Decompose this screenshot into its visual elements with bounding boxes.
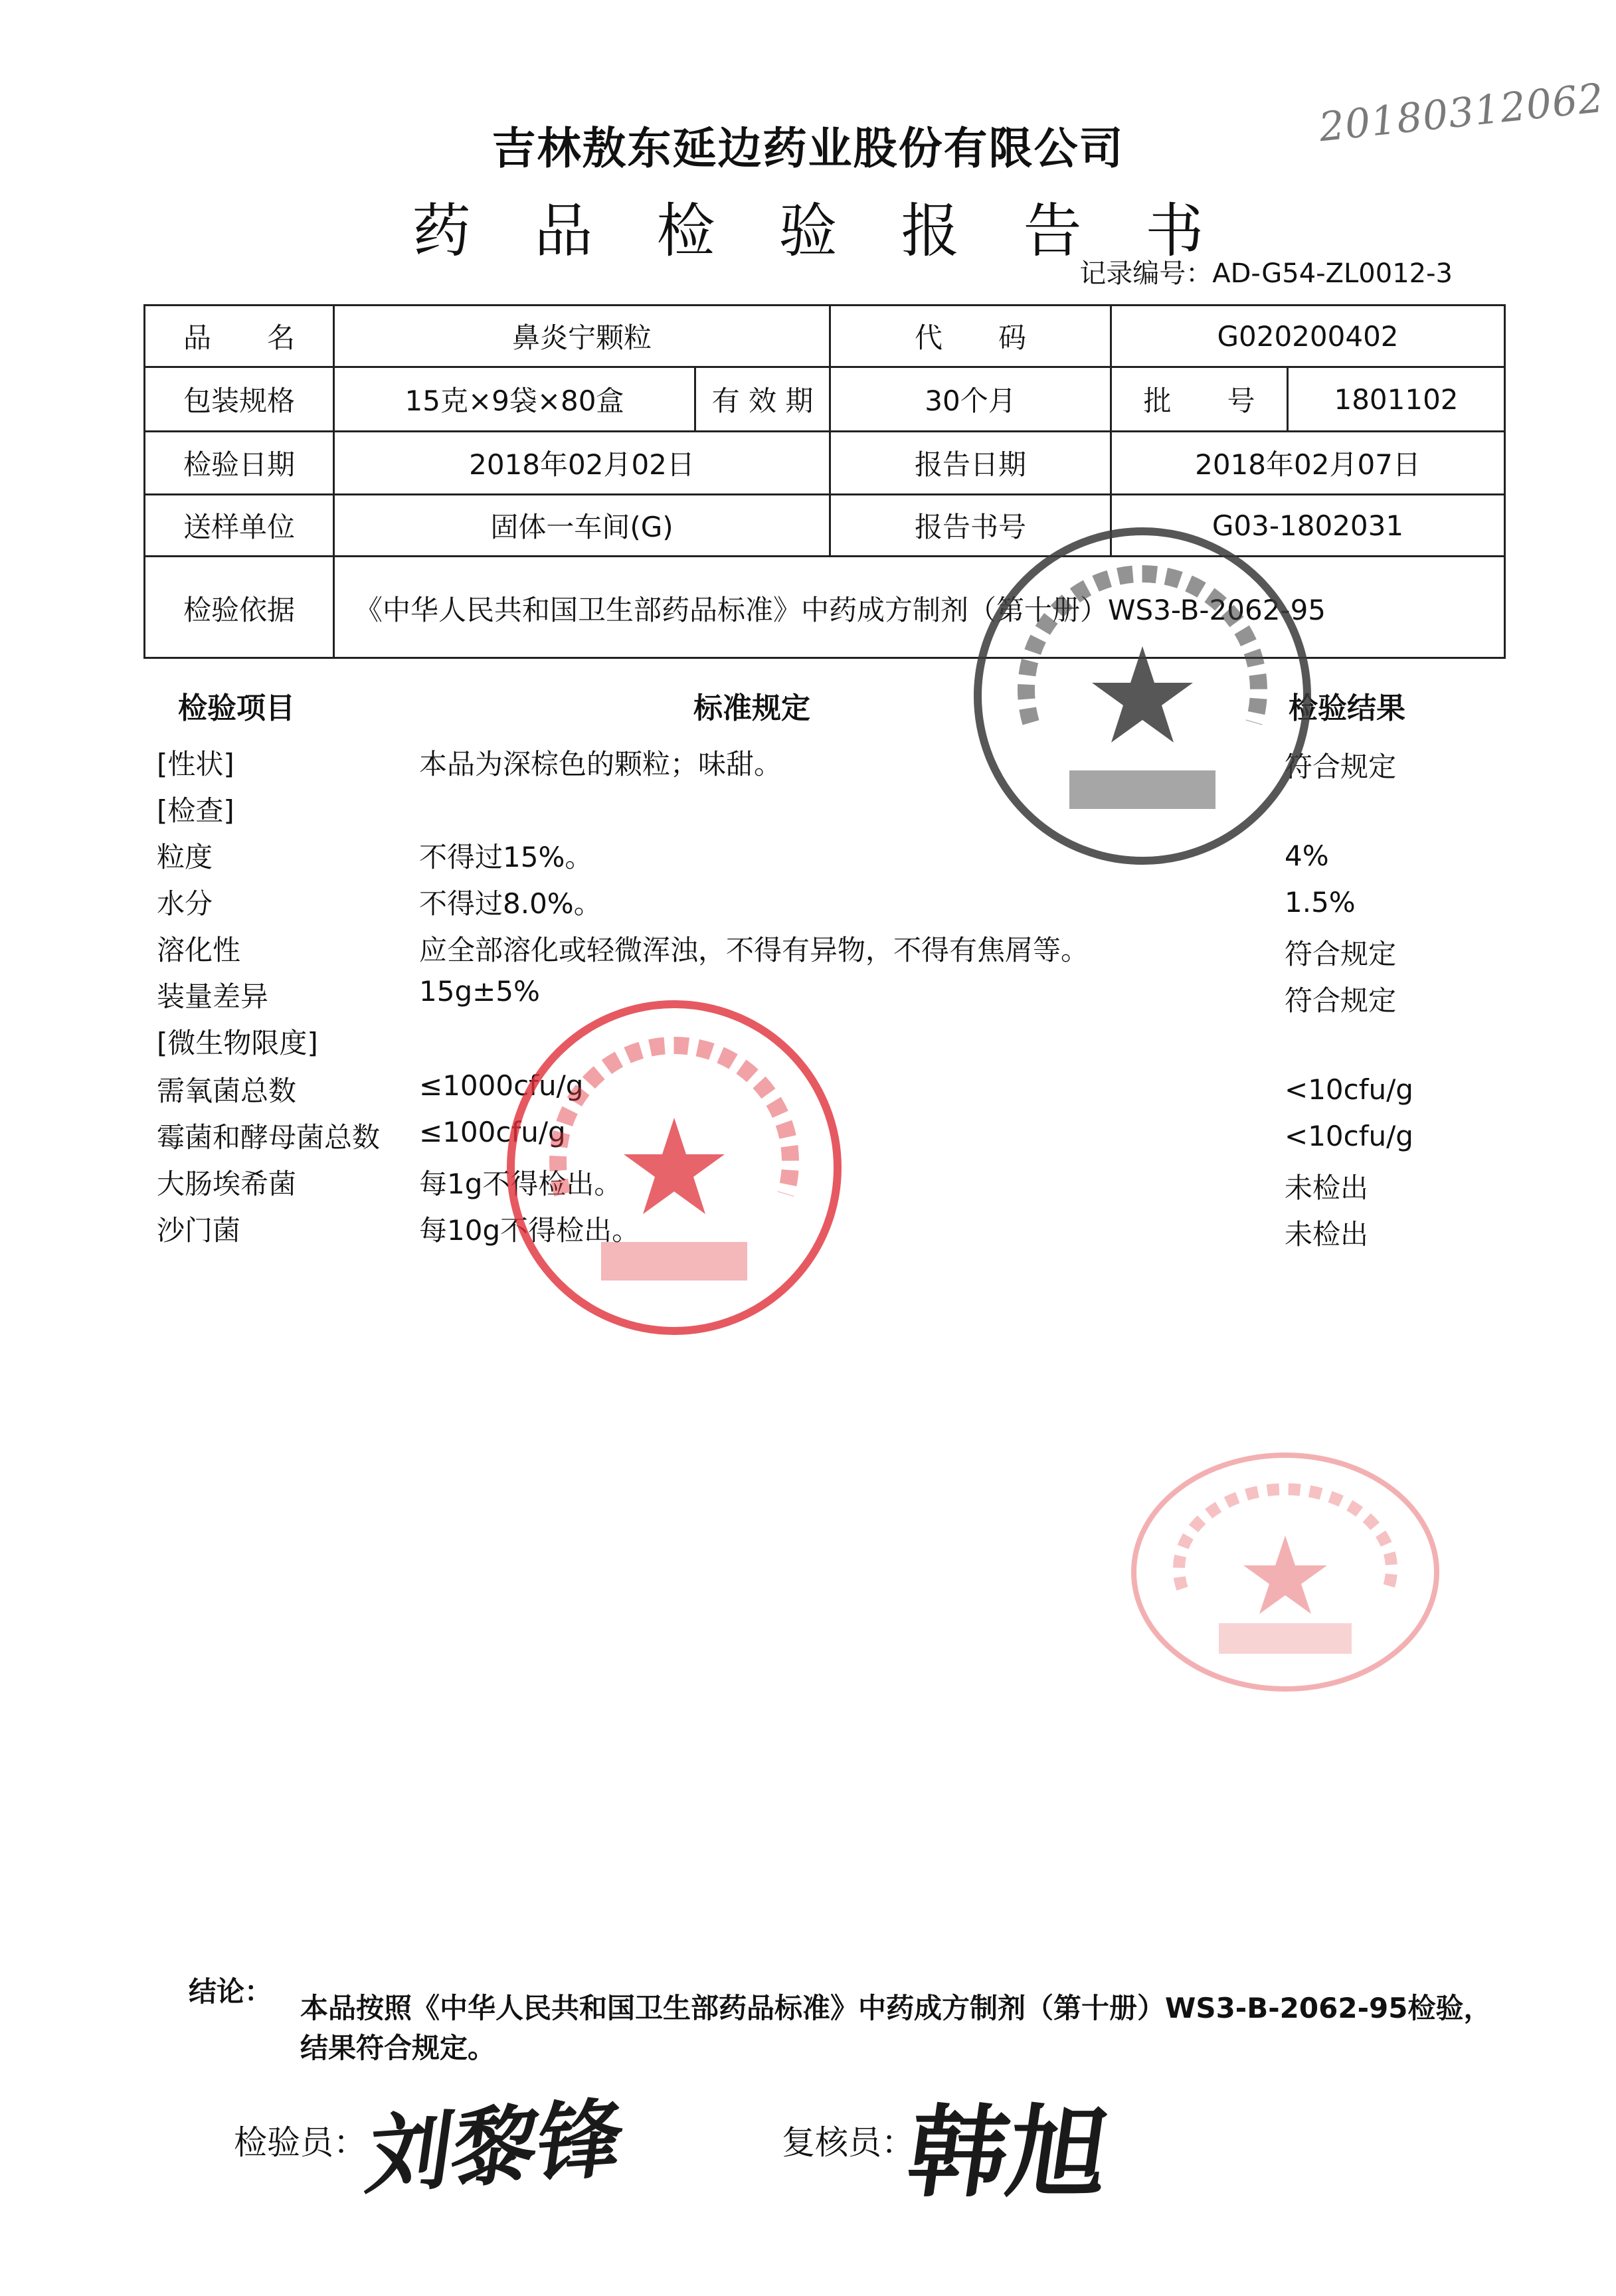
test-date-label: 检验日期 <box>183 448 295 481</box>
validity-period: 30个月 <box>925 385 1016 417</box>
batch-number: 1801102 <box>1334 383 1459 416</box>
result-standard: 本品为深棕色的颗粒；味甜。 <box>419 748 782 780</box>
conclusion-label: 结论： <box>189 1975 273 2008</box>
result-value: 4% <box>1285 839 1329 872</box>
report-date-label: 报告日期 <box>914 448 1026 481</box>
name-label: 品 名 <box>183 321 295 354</box>
quality-dept-seal-stamp <box>501 995 847 1340</box>
inspector-label: 检验员： <box>234 2123 367 2162</box>
batch-label: 批 号 <box>1143 385 1255 417</box>
report-no-label: 报告书号 <box>914 511 1026 543</box>
result-standard: 不得过8.0%。 <box>419 887 602 920</box>
result-standard: ≤100cfu/g <box>419 1116 566 1148</box>
result-standard: 每1g不得检出。 <box>419 1168 622 1200</box>
record-number: 记录编号：AD-G54-ZL0012-3 <box>1079 258 1453 289</box>
result-value: 未检出 <box>1285 1218 1369 1251</box>
result-item: [微生物限度] <box>157 1027 318 1059</box>
result-standard: 应全部溶化或轻微浑浊，不得有异物，不得有焦屑等。 <box>419 934 1089 966</box>
dept-label: 送样单位 <box>183 511 295 543</box>
result-item: [性状] <box>157 748 234 780</box>
basis-label: 检验依据 <box>183 593 295 626</box>
result-standard: ≤1000cfu/g <box>419 1069 584 1102</box>
result-item: 需氧菌总数 <box>157 1075 297 1107</box>
product-code: G020200402 <box>1217 319 1399 353</box>
validity-label: 有 效 期 <box>711 385 814 417</box>
inspector-signature: 刘黎锋 <box>361 2087 630 2207</box>
col-header-standard: 标准规定 <box>693 691 810 725</box>
result-value: 符合规定 <box>1285 751 1397 783</box>
report-title: 药 品 检 验 报 告 书 <box>412 197 1227 265</box>
reviewer-label: 复核员： <box>782 2123 915 2162</box>
package-spec: 15克×9袋×80盒 <box>404 385 624 417</box>
result-value: 符合规定 <box>1285 938 1397 970</box>
result-standard: 不得过15%。 <box>419 841 593 873</box>
result-item: 大肠埃希菌 <box>157 1168 297 1200</box>
result-item: 装量差异 <box>157 980 269 1013</box>
reviewer-signature: 韩旭 <box>900 2094 1117 2211</box>
report-number: G03-1802031 <box>1212 509 1404 542</box>
result-item: 水分 <box>157 887 213 920</box>
code-label: 代 码 <box>914 321 1026 354</box>
result-value: 未检出 <box>1285 1172 1369 1204</box>
test-basis: 《中华人民共和国卫生部药品标准》中药成方制剂（第十册）WS3-B-2062-95 <box>355 593 1326 626</box>
result-value: 符合规定 <box>1285 984 1397 1017</box>
result-standard: 每10g不得检出。 <box>419 1214 640 1247</box>
col-header-item: 检验项目 <box>178 691 295 725</box>
qc-seal-stamp <box>970 523 1315 869</box>
sending-dept: 固体一车间(G) <box>490 511 673 543</box>
product-name: 鼻炎宁颗粒 <box>511 321 652 354</box>
report-date: 2018年02月07日 <box>1195 448 1421 481</box>
handwritten-record-number: 20180312062 <box>1316 74 1607 151</box>
result-item: [检查] <box>157 794 234 827</box>
spec-label: 包装规格 <box>183 385 295 417</box>
test-date: 2018年02月02日 <box>469 448 695 481</box>
conclusion-text: 本品按照《中华人民共和国卫生部药品标准》中药成方制剂（第十册）WS3-B-2062-95检验，结果符合规定。 <box>300 1992 1492 2064</box>
result-standard: 15g±5% <box>419 975 540 1008</box>
result-item: 沙门菌 <box>157 1214 241 1247</box>
result-item: 霉菌和酵母菌总数 <box>157 1121 381 1154</box>
result-value: 1.5% <box>1285 886 1356 919</box>
company-name: 吉林敖东延边药业股份有限公司 <box>492 123 1124 174</box>
result-item: 粒度 <box>157 841 213 873</box>
col-header-result: 检验结果 <box>1289 691 1405 725</box>
result-value: <10cfu/g <box>1285 1073 1413 1106</box>
result-item: 溶化性 <box>157 934 241 966</box>
result-value: <10cfu/g <box>1285 1120 1413 1152</box>
faint-seal-stamp <box>1129 1449 1441 1695</box>
